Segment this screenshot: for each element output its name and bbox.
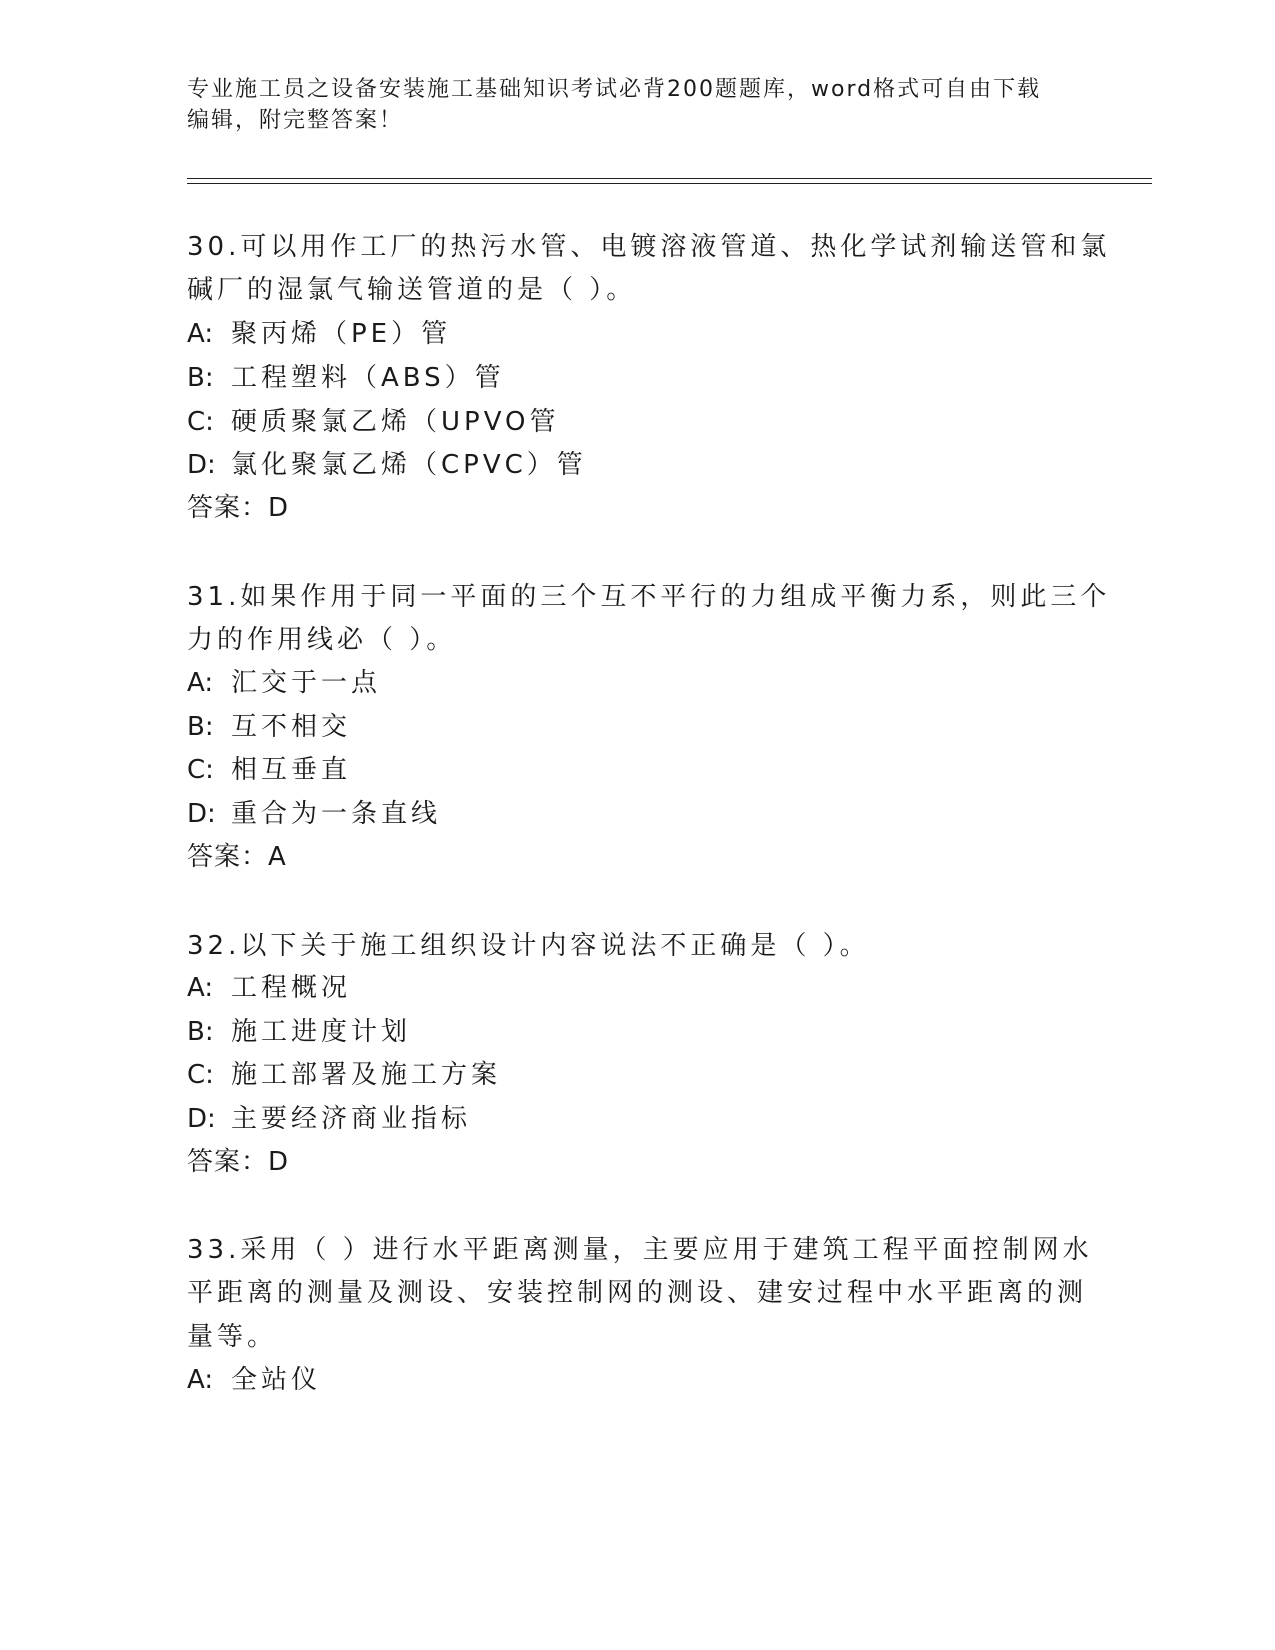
question-32-answer: 答案：D: [187, 1147, 290, 1177]
document-header-line-1: 专业施工员之设备安装施工基础知识考试必背200题题库，word格式可自由下载: [187, 77, 1042, 102]
question-30-answer: 答案：D: [187, 493, 290, 523]
header-rule-top: [187, 178, 1152, 179]
question-31-line-2: 力的作用线必（ ）。: [187, 625, 457, 655]
question-31-option-c: C: 相互垂直: [187, 755, 352, 785]
question-30-option-d: D: 氯化聚氯乙烯（CPVC）管: [187, 450, 587, 480]
question-30-option-c: C: 硬质聚氯乙烯（UPVO管: [187, 407, 560, 437]
question-31-option-d: D: 重合为一条直线: [187, 799, 442, 829]
question-32-line-1: 32.以下关于施工组织设计内容说法不正确是（ ）。: [187, 931, 870, 961]
question-33-line-3: 量等。: [187, 1322, 278, 1352]
question-31-option-a: A: 汇交于一点: [187, 668, 382, 698]
question-32-option-d: D: 主要经济商业指标: [187, 1104, 472, 1134]
header-rule-bottom: [187, 183, 1152, 184]
question-30-option-a: A: 聚丙烯（PE）管: [187, 319, 452, 349]
question-33-line-2: 平距离的测量及测设、安装控制网的测设、建安过程中水平距离的测: [187, 1278, 1088, 1308]
question-33-line-1: 33.采用（ ）进行水平距离测量，主要应用于建筑工程平面控制网水: [187, 1235, 1093, 1265]
question-30-line-1: 30.可以用作工厂的热污水管、电镀溶液管道、热化学试剂输送管和氯: [187, 232, 1111, 262]
question-32-option-a: A: 工程概况: [187, 973, 352, 1003]
question-33-option-a: A: 全站仪: [187, 1365, 322, 1395]
document-header-line-2: 编辑，附完整答案！: [187, 108, 404, 133]
question-30-line-2: 碱厂的湿氯气输送管道的是（ ）。: [187, 275, 637, 305]
question-31-answer: 答案：A: [187, 842, 287, 872]
question-32-option-b: B: 施工进度计划: [187, 1017, 412, 1047]
question-32-option-c: C: 施工部署及施工方案: [187, 1060, 502, 1090]
question-31-option-b: B: 互不相交: [187, 712, 352, 742]
question-30-option-b: B: 工程塑料（ABS）管: [187, 363, 505, 393]
question-31-line-1: 31.如果作用于同一平面的三个互不平行的力组成平衡力系，则此三个: [187, 582, 1111, 612]
